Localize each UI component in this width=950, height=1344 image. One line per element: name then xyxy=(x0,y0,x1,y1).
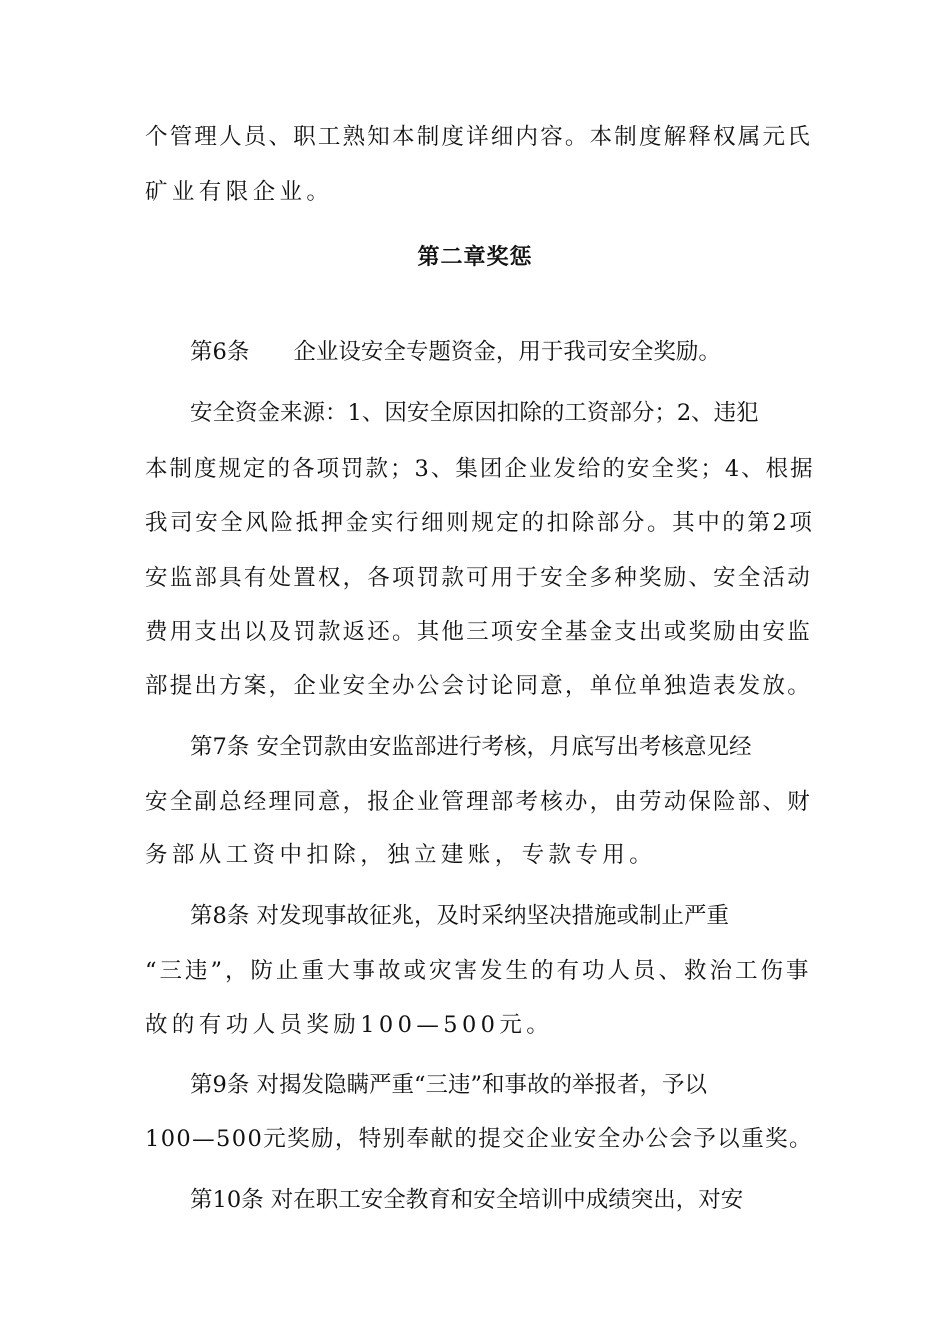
fund-source-line-2: 本制度规定的各项罚款；3、集团企业发给的安全奖；4、根据 xyxy=(145,456,815,482)
article-8-line-1: 第8条 对发现事故征兆，及时采纳坚决措施或制止严重 xyxy=(190,903,729,929)
article-6-number: 第6条 xyxy=(190,339,250,365)
article-6 xyxy=(190,337,860,367)
article-7-line-1: 第7条 安全罚款由安监部进行考核，月底写出考核意见经 xyxy=(190,734,752,760)
intro-line-2: 矿业有限企业。 xyxy=(145,179,334,205)
article-8-line-2: “三违”，防止重大事故或灾害发生的有功人员、救治工伤事 xyxy=(145,958,812,984)
article-9-line-1: 第9条 对揭发隐瞒严重“三违”和事故的举报者，予以 xyxy=(190,1072,707,1098)
article-7-line-3: 务部从工资中扣除，独立建账，专款专用。 xyxy=(145,842,657,868)
article-8-line-3: 故的有功人员奖励100—500元。 xyxy=(145,1012,554,1038)
article-9-line-2: 100—500元奖励，特别奉献的提交企业安全办公会予以重奖。 xyxy=(145,1126,813,1152)
fund-source-line-6: 部提出方案，企业安全办公会讨论同意，单位单独造表发放。 xyxy=(145,673,812,699)
fund-source-line-1: 安全资金来源：1、因安全原因扣除的工资部分；2、违犯 xyxy=(190,400,759,426)
fund-source-line-3: 我司安全风险抵押金实行细则规定的扣除部分。其中的第2项 xyxy=(145,510,815,536)
chapter-title: 第二章奖惩 xyxy=(417,245,533,270)
article-7-line-2: 安全副总经理同意，报企业管理部考核办，由劳动保险部、财 xyxy=(145,789,812,815)
fund-source-line-5: 费用支出以及罚款返还。其他三项安全基金支出或奖励由安监 xyxy=(145,619,812,645)
fund-source-line-4: 安监部具有处置权，各项罚款可用于安全多种奖励、安全活动 xyxy=(145,565,812,591)
article-10-line-1: 第10条 对在职工安全教育和安全培训中成绩突出，对安 xyxy=(190,1187,744,1213)
article-6-text: 企业设安全专题资金，用于我司安全奖励。 xyxy=(293,339,721,365)
intro-line-1: 个管理人员、职工熟知本制度详细内容。本制度解释权属元氏 xyxy=(145,124,812,150)
